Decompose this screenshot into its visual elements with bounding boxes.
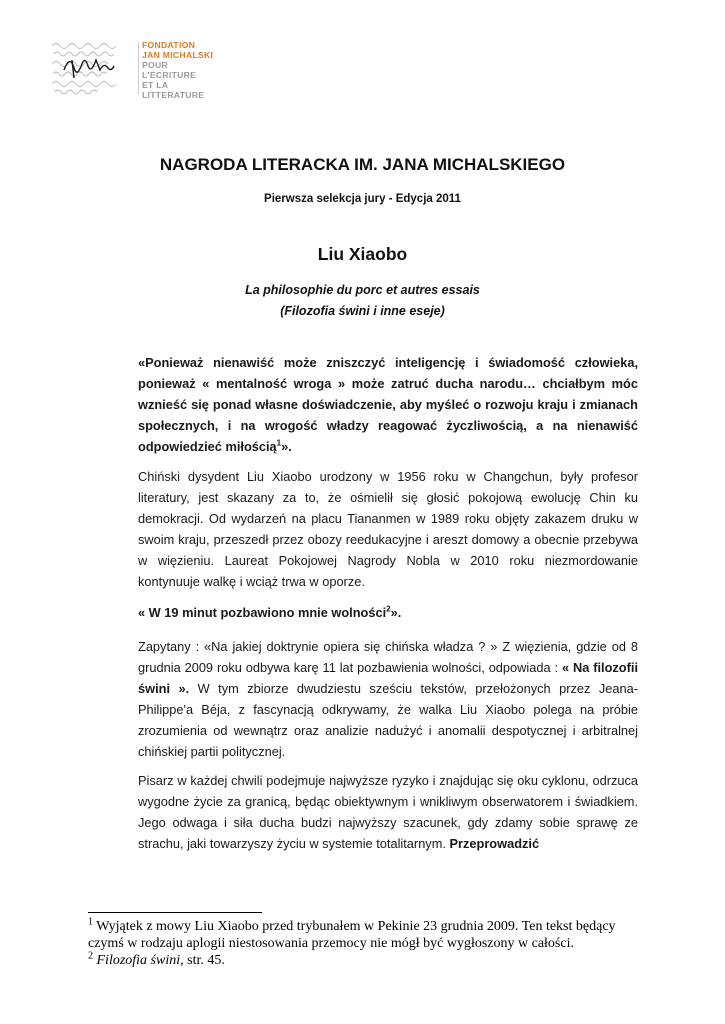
logo-line-6: LITTERATURE [142,89,205,100]
section-heading-text: « W 19 minut pozbawiono mnie wolności [138,605,387,620]
paragraph-biography: Chiński dysydent Liu Xiaobo urodzony w 1956 roku w Changchun, były profesor literatury, jest skazany za to, że ośmielił się głosić pokojową ewolucję Chin ku demokracji. Od wydarzeń na placu Tiananmen w 1989 roku objęty zakazem druku w swoim kraju, przeszedł przez obozy reedukacyjne i areszt domowy a obecnie przebywa w więzieniu. Laureat Pokojowej Nagrody Nobla w 2010 roku niezmordowanie kontynuuje walkę i wciąż trwa w oporze. [138,469,638,589]
footnote-1 [88,918,628,952]
paragraph-writer-text: Pisarz w każdej chwili podejmuje najwyższe ryzyko i znajdując się oku cyklonu, odrzuca wygodne życie za granicą, będąc obiektywnym i wnikliwym obserwatorem i świadkiem. Jego odwaga i siła ducha budzi najwyższy szacunek, gdy zdamy sobie sprawę ze strachu, jaki towarzyszy życiu w systemie totalitarnym. [138,773,638,851]
paragraph-collection [138,636,638,762]
section-heading-end: ». [390,605,402,620]
footnote-ref-1[interactable]: 1 [276,438,282,448]
book-title-block [0,280,725,322]
book-title-polish: (Filozofia świni i inne eseje) [280,304,445,318]
paragraph-collection-before: Zapytany : «Na jakiej doktrynie opiera się chińska władza ? » Z więzienia, gdzie od 8 grudnia 2009 roku odbywa karę 11 lat pozbawienia wolności, odpowiada : [138,639,638,675]
footnote-1-text: Wyjątek z mowy Liu Xiaobo przed trybunałem w Pekinie 23 grudnia 2009. Ten tekst będący czymś w rodzaju aplogii niestosowania przemocy nie mógł być wygłoszony w całości. [88,919,616,951]
book-title-french: La philosophie du porc et autres essais [245,283,480,297]
footnote-2-text: , str. 45. [180,953,225,968]
author-name: Liu Xiaobo [317,244,408,264]
footnote-2-number: 2 [88,950,93,962]
page-subtitle: Pierwsza selekcja jury - Edycja 2011 [264,193,461,205]
logo-line-5: ET LA [142,79,169,90]
logo-line-3: POUR [142,59,169,70]
paragraph-writer-bold-end: Przeprowadzić [449,836,540,851]
footnote-2 [88,952,628,969]
logo-line-2: JAN MICHALSKI [142,49,214,60]
quote-end: ». [281,439,292,454]
footnotes [88,918,628,969]
section-heading [138,602,638,623]
logo-line-4: L'ECRITURE [142,69,197,80]
foundation-logo [50,40,225,98]
footnote-2-title: Filozofia świni [96,953,181,968]
quote-text: «Ponieważ nienawiść może zniszczyć inteligencję i świadomość człowieka, ponieważ « mentalność wroga » może zatruć ducha narodu… chciałbym móc wznieść się ponad własne doświadczenie, aby myśleć o rozwoju kraju i zmianach społecznych, i na wrogość władzy reagować życzliwością, a na nienawiść odpowiedzieć miłością [138,355,638,454]
logo-wordmark [142,41,213,100]
signature-logo-mark [50,40,134,96]
footnote-ref-2[interactable]: 2 [386,604,391,614]
paragraph-collection-bold: « Na filozofii świni ». [138,660,638,696]
logo-line-1: FONDATION [142,40,196,50]
opening-quote [138,352,638,457]
page-title: NAGRODA LITERACKA IM. JANA MICHALSKIEGO [159,155,566,174]
footnote-divider [88,912,262,913]
logo-separator [138,42,139,94]
paragraph-collection-after: W tym zbiorze dwudziestu sześciu tekstów, przełożonych przez Jeana-Philippe'a Béja, z fascynacją odkrywamy, że walka Liu Xiaobo polega na próbie zrozumienia od wewnątrz oraz analizie nadużyć i anomalii despotycznej i arbitralnej chińskiej partii politycznej. [138,681,638,759]
paragraph-writer [138,770,638,854]
footnote-1-number: 1 [88,916,93,928]
